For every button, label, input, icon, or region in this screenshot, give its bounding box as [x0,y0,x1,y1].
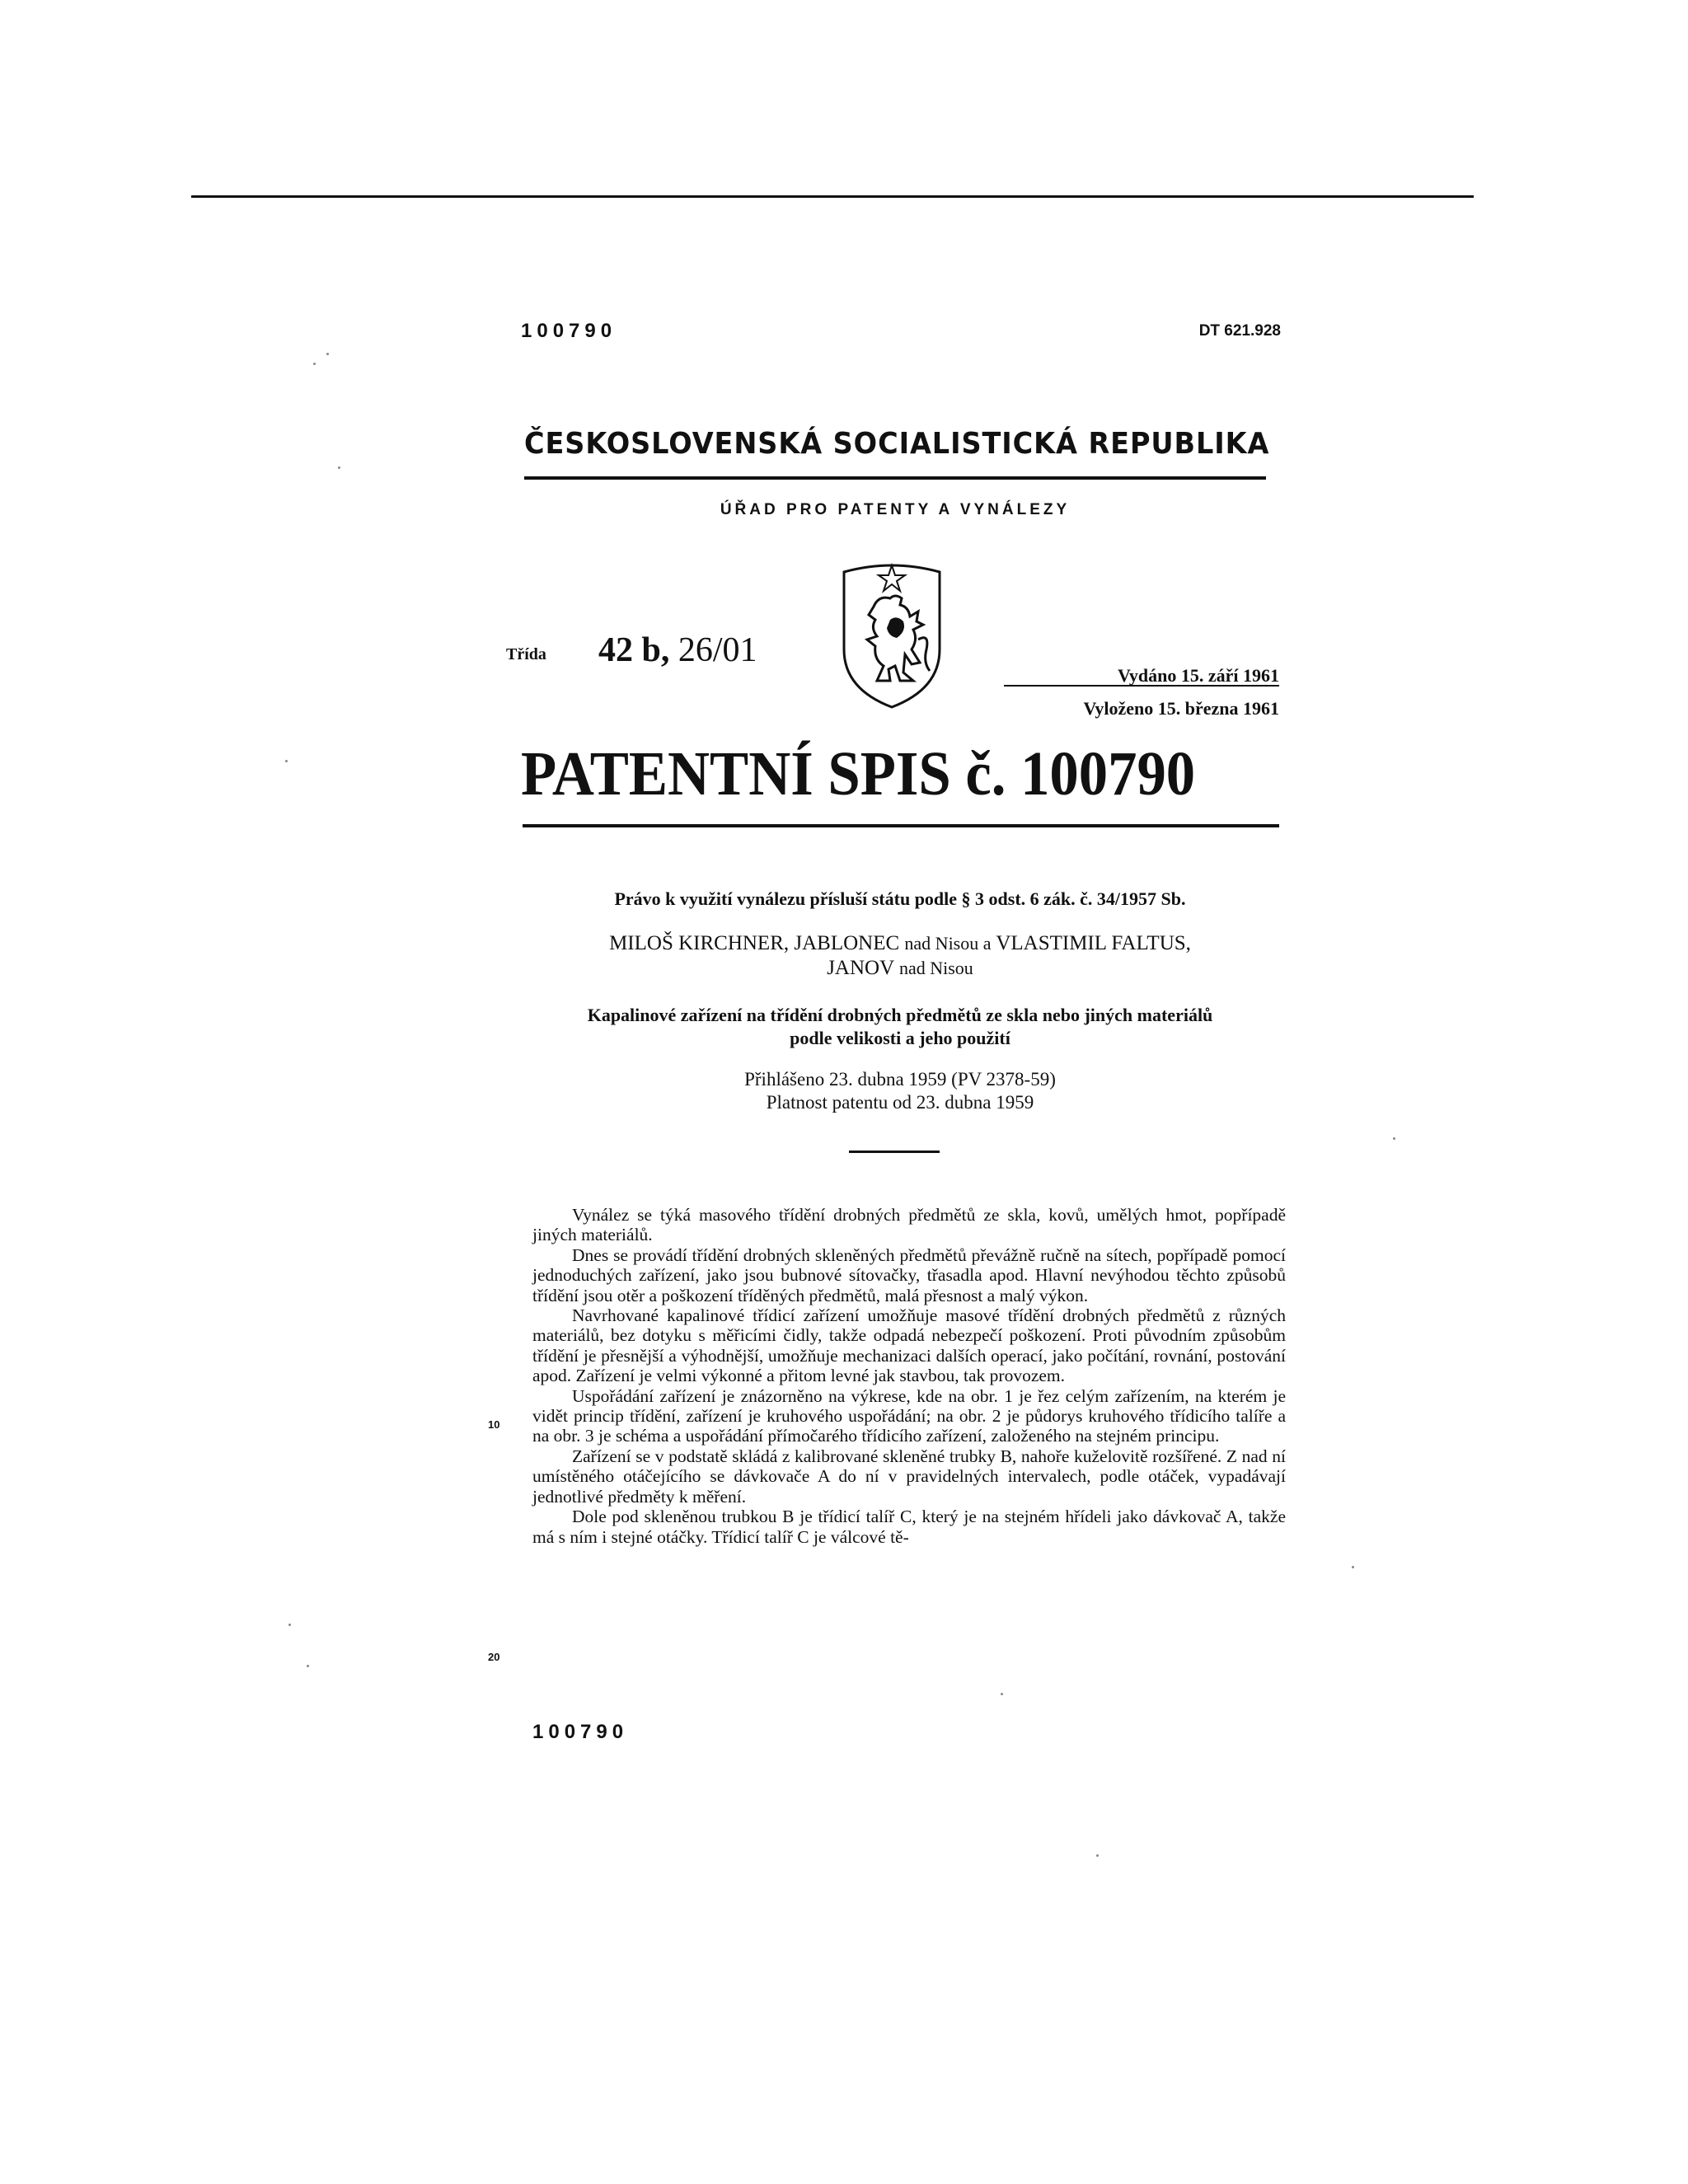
issued-date: Vydáno 15. září 1961 [1118,665,1279,686]
classification-sub: 26/01 [678,631,757,669]
scan-speck [285,760,288,762]
margin-line-number-10: 10 [488,1418,500,1431]
author-b-name: VLASTIMIL FALTUS, [996,932,1191,954]
law-note: Právo k využití vynálezu přísluší státu podle § 3 odst. 6 zák. č. 34/1957 Sb. [614,888,1186,909]
scan-speck [1001,1693,1003,1695]
paragraph: Uspořádání zařízení je znázorněno na výkrese, kde na obr. 1 je řez celým zařízením, na kterém je vidět princip třídění, zařízení je kruhového uspořádání; na obr. 2 je půdorys kruhového třídicího talíře a na obr. 3 je schéma a uspořádání přímočarého třídicího zařízení, založeného na stejném principu. [532,1385,1286,1446]
republic-rule [524,476,1266,480]
author-b-place: nad Nisou [898,958,973,978]
classification-value [598,630,757,670]
paragraph: Dnes se provádí třídění drobných skleněných předmětů převážně ručně na sítech, popřípadě pomocí jednoduchých zařízení, jako jsou bubnové sítovačky, třasadla apod. Hlavní nevýhodou těchto způsobů třídění jsou otěr a poškození tříděných předmětů, malá přesnost a malý výkon. [532,1244,1286,1305]
state-coat-of-arms-icon [837,557,946,710]
title-rule [523,824,1279,827]
paragraph: Dole pod skleněnou trubkou B je třídicí talíř C, který je na stejném hřídeli jako dávkovač A, takže má s ním i stejné otáčky. Třídicí talíř C je válcové tě- [532,1507,1286,1547]
description-text [532,1205,1286,1547]
paragraph: Navrhované kapalinové třídicí zařízení umožňuje masové třídění drobných předmětů z různých materiálů, bez dotyku s měřicími čidly, takže odpadá nebezpečí poškození. Proti původním způsobům třídění je přesnější a výhodnější, umožňuje mechanizaci dalších operací, jako počítání, rovnání, postování apod. Zařízení je velmi výkonné a přitom levné jak stavbou, tak provozem. [532,1305,1286,1386]
scan-speck [288,1624,291,1626]
margin-line-number-20: 20 [488,1651,500,1663]
filed-date: Přihlášeno 23. dubna 1959 (PV 2378-59) [744,1069,1056,1090]
subject-line-2: podle velikosti a jeho použití [790,1028,1010,1048]
invention-subject [521,1004,1279,1050]
patent-title: PATENTNÍ SPIS č. 100790 [521,739,1196,808]
dates-block [1083,659,1279,725]
author-b-town: JANOV [827,957,894,979]
laid-out-date: Vyloženo 15. března 1961 [1083,698,1279,719]
paragraph: Vynález se týká masového třídění drobných předmětů ze skla, kovů, umělých hmot, popřípadě jiných materiálů. [532,1205,1286,1245]
header-doc-number: 100790 [521,320,617,342]
office-name: ÚŘAD PRO PATENTY A VYNÁLEZY [720,501,1071,518]
subject-line-1: Kapalinové zařízení na třídění drobných předmětů ze skla nebo jiných materiálů [587,1005,1213,1025]
author-a-place: nad Nisou a [904,933,992,954]
scan-speck [326,353,329,355]
filing-block [521,1068,1279,1114]
center-divider [849,1151,940,1153]
scan-speck [1393,1137,1395,1140]
footer-doc-number: 100790 [532,1721,629,1743]
top-rule [191,195,1474,198]
scan-speck [1096,1854,1099,1857]
author-a-name: MILOŠ KIRCHNER, JABLONEC [609,932,900,954]
scan-speck [307,1665,309,1667]
scan-speck [1352,1566,1354,1568]
classification-main: 42 b, [598,631,670,669]
paragraph: Zařízení se v podstatě skládá z kalibrované skleněné trubky B, nahoře kuželovitě rozšířené. Z nad ní umístěného otáčejícího se dávkovače A do ní v pravidelných intervalech, podle otáček, vypadávají jednotlivé předměty k měření. [532,1446,1286,1507]
classification-label: Třída [506,645,546,663]
republic-name: ČESKOSLOVENSKÁ SOCIALISTICKÁ REPUBLIKA [524,427,1270,461]
header-dt-number: DT 621.928 [1198,322,1281,340]
authors-block [521,931,1279,981]
scan-speck [338,466,340,469]
scan-speck [313,363,316,365]
validity-date: Platnost patentu od 23. dubna 1959 [766,1092,1034,1113]
